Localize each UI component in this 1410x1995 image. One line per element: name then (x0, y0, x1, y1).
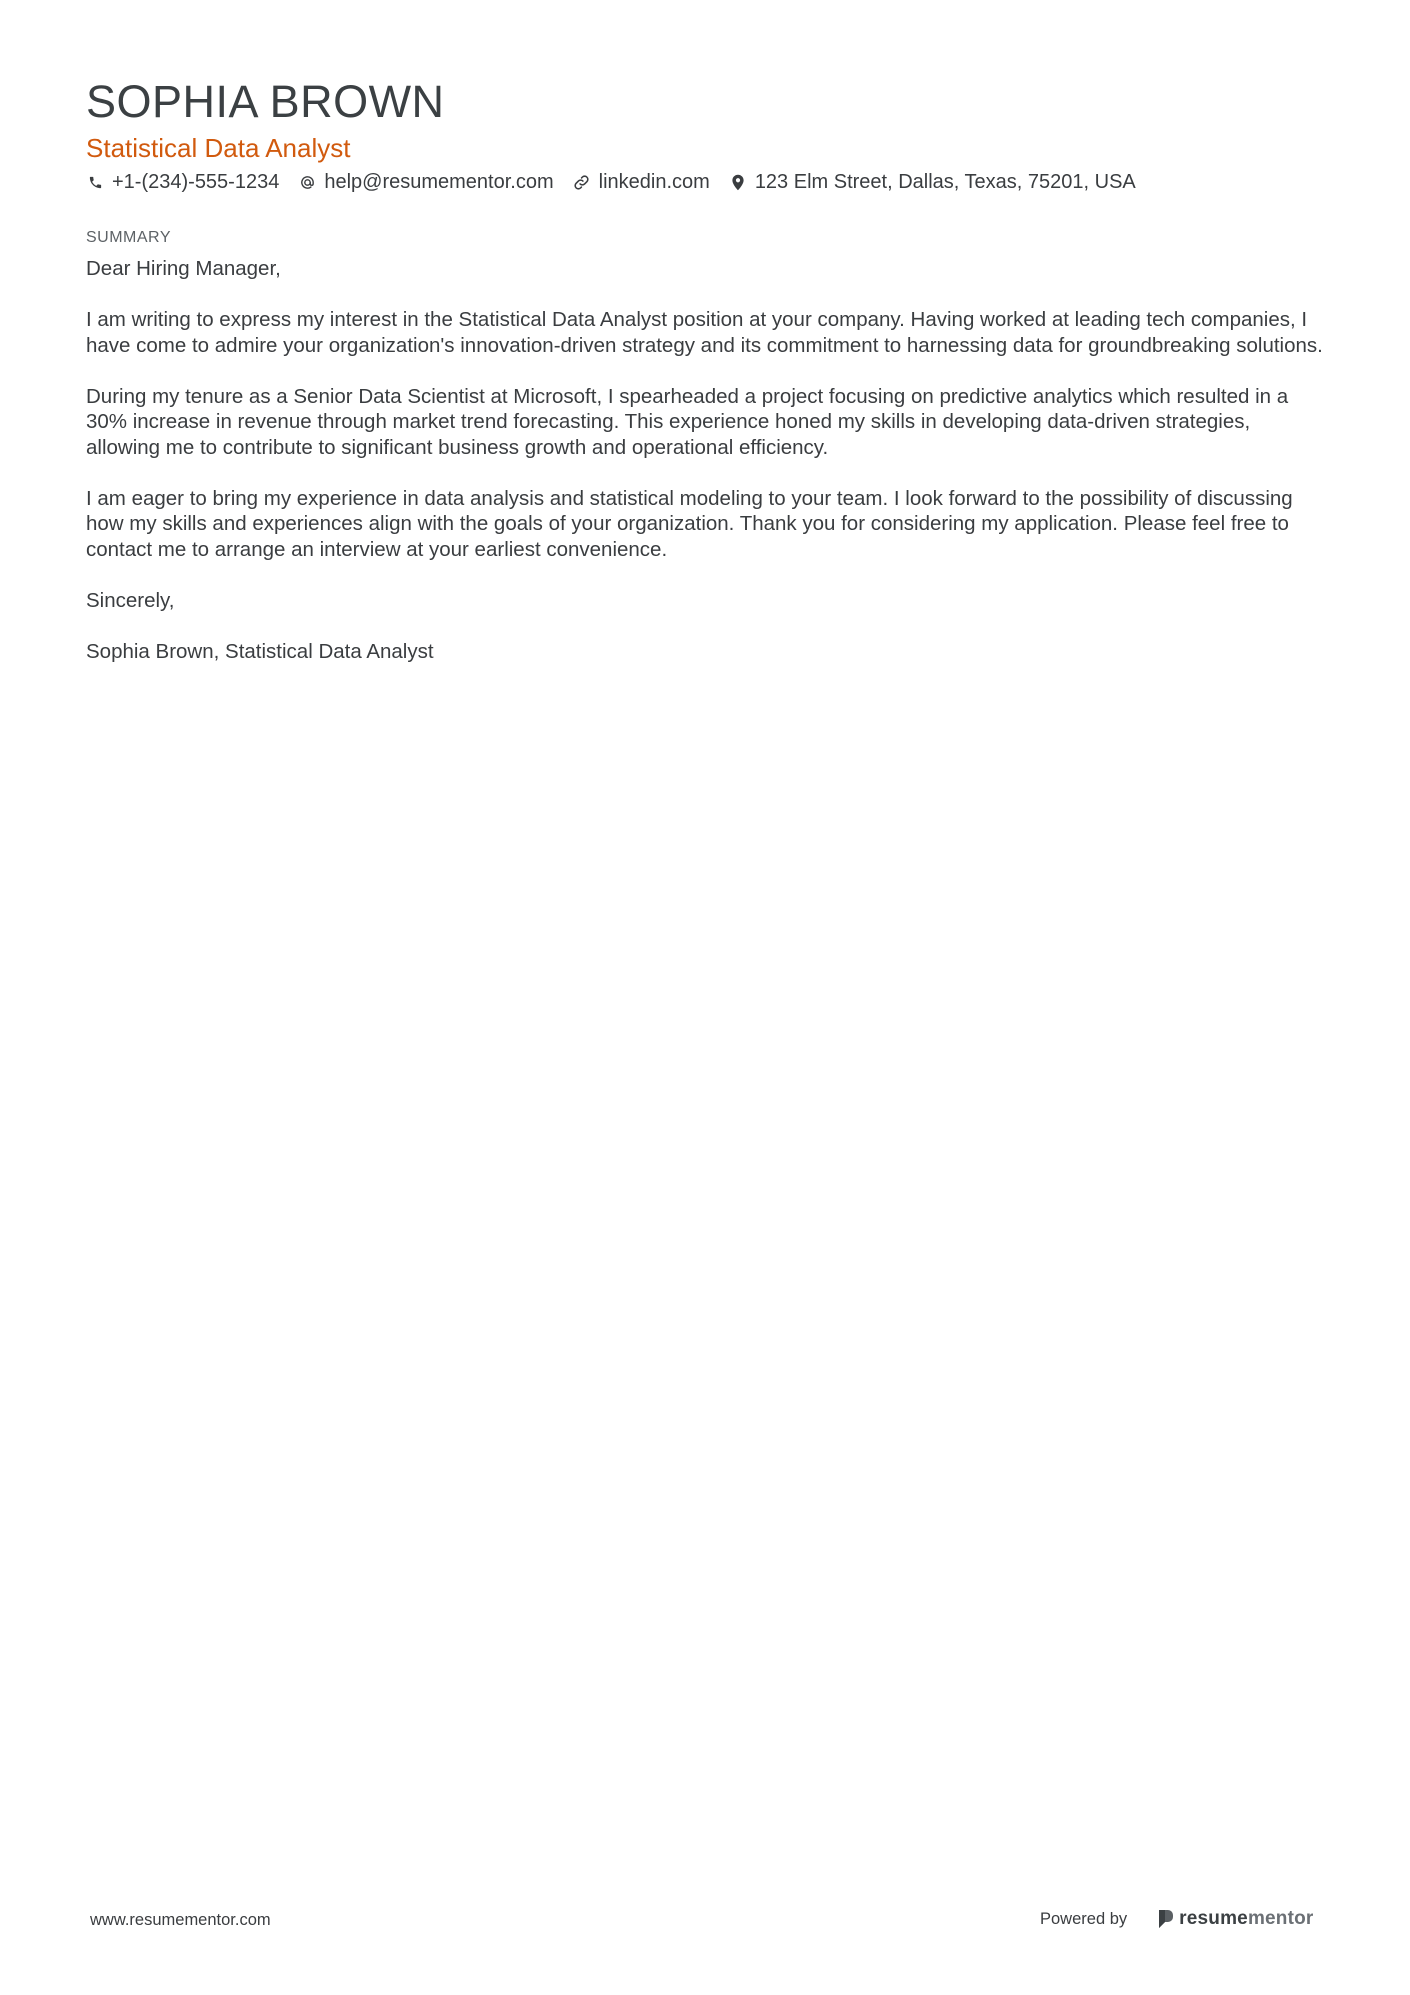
candidate-name: SOPHIA BROWN (86, 76, 445, 127)
contact-linkedin-text: linkedin.com (598, 171, 710, 193)
contact-email-text: help@resumementor.com (324, 171, 554, 193)
phone-icon (86, 173, 104, 191)
contact-email[interactable] (298, 168, 553, 196)
contact-phone[interactable] (86, 168, 279, 196)
powered-by-label: Powered by (1040, 1909, 1128, 1928)
contact-linkedin[interactable] (573, 168, 710, 196)
letter-signature: Sophia Brown, Statistical Data Analyst (86, 639, 434, 663)
contact-bar (86, 168, 1326, 196)
section-label-summary: SUMMARY (86, 229, 171, 246)
at-icon (298, 173, 316, 191)
letter-paragraph-3: I am eager to bring my experience in data analysis and statistical modeling to your team. I look forward to the possibility of discussing how my skills and experiences align with the goals of your organization. Thank you for considering my application. Please feel free to contact me to arrange an interview at your earliest convenience. (86, 486, 1293, 561)
letter-greeting: Dear Hiring Manager, (86, 257, 281, 280)
footer-branding (1040, 1908, 1314, 1930)
letter-closing: Sincerely, (86, 588, 175, 612)
candidate-title: Statistical Data Analyst (86, 133, 351, 163)
brand-name-part1: resume (1179, 1908, 1248, 1929)
brand-logo-icon (1157, 1909, 1174, 1929)
contact-address-text: 123 Elm Street, Dallas, Texas, 75201, USA (754, 171, 1136, 193)
brand-name-part2: mentor (1247, 1908, 1314, 1929)
cover-letter-body (86, 256, 1326, 664)
letter-paragraph-1: I am writing to express my interest in the Statistical Data Analyst position at your company. Having worked at leading tech companies, I have come to admire your organization's innovation-driven strategy and its commitment to harnessing data for groundbreaking solutions. (86, 308, 1323, 357)
contact-address (729, 168, 1136, 196)
document-page (86, 74, 1326, 690)
footer-website-link[interactable]: www.resumementor.com (90, 1911, 271, 1929)
brand-logo[interactable] (1157, 1908, 1313, 1930)
location-pin-icon (729, 173, 747, 191)
link-icon (573, 173, 591, 191)
letter-paragraph-2: During my tenure as a Senior Data Scientist at Microsoft, I spearheaded a project focusing on predictive analytics which resulted in a 30% increase in revenue through market trend forecasting. This experience honed my skills in developing data-driven strategies, allowing me to contribute to significant business growth and operational efficiency. (86, 384, 1289, 459)
contact-phone-text: +1-(234)-555-1234 (112, 171, 280, 193)
